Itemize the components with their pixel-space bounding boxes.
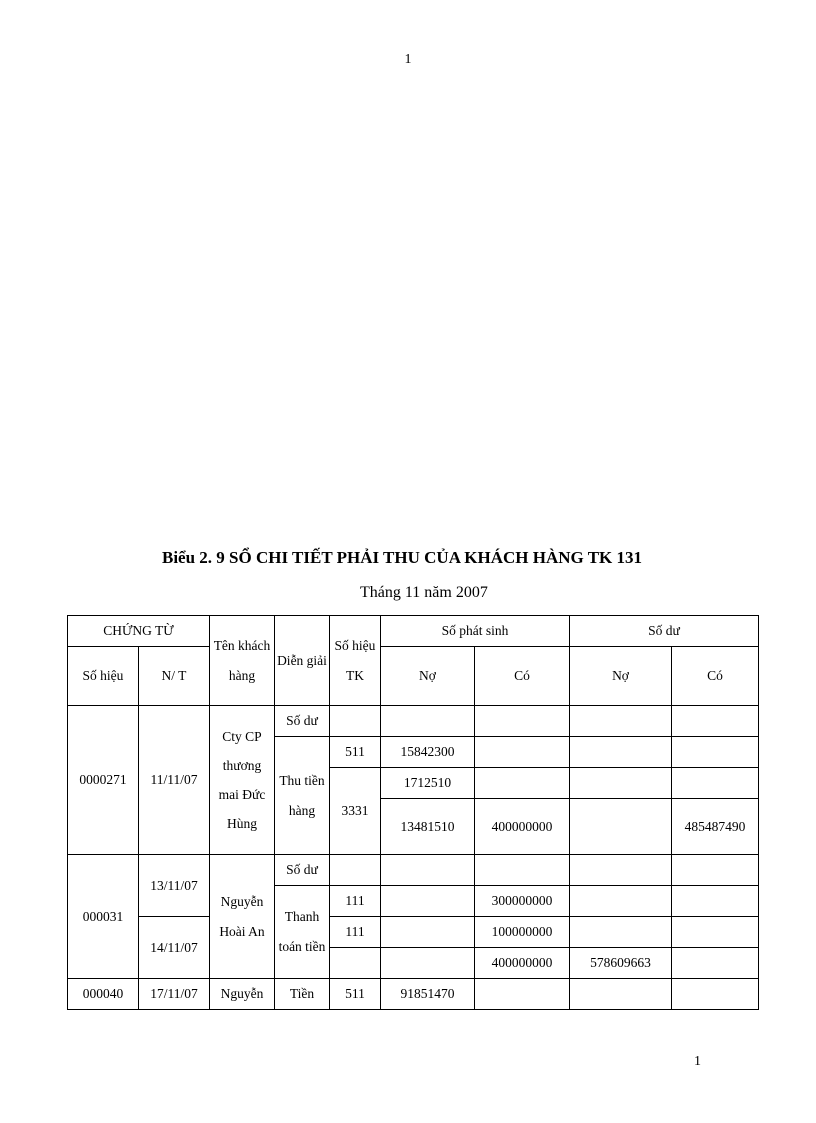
- table-row: [68, 917, 759, 948]
- g1-ps-co-total: 400000000: [475, 799, 570, 855]
- cell-empty: [475, 855, 570, 886]
- g1-ps-co-empty: [475, 706, 570, 737]
- document-subtitle: Tháng 11 năm 2007: [360, 584, 488, 601]
- g1-so-hieu: 0000271: [68, 706, 139, 855]
- cell-empty: [570, 768, 672, 799]
- g1-khach-hang: Cty CP thương mai Đức Hùng: [210, 706, 275, 855]
- header-so-du: Số dư: [570, 616, 759, 647]
- header-so-phat-sinh: Số phát sinh: [381, 616, 570, 647]
- g1-ps-no-2: 1712510: [381, 768, 475, 799]
- document-title: [0, 548, 816, 568]
- cell-empty: [672, 737, 759, 768]
- g2-so-du-label: Số dư: [275, 855, 330, 886]
- header-ps-co: Có: [475, 647, 570, 706]
- table-row: [68, 706, 759, 737]
- g2-ps-co-1: 300000000: [475, 886, 570, 917]
- header-nt: N/ T: [139, 647, 210, 706]
- cell-empty: [570, 855, 672, 886]
- g1-ps-no-total: 13481510: [381, 799, 475, 855]
- page-number-bottom: 1: [694, 1054, 701, 1069]
- cell-empty: [570, 886, 672, 917]
- g1-dien-giai: Thu tiền hàng: [275, 737, 330, 855]
- cell-empty: [330, 948, 381, 979]
- header-ps-no: Nợ: [381, 647, 475, 706]
- cell-empty: [330, 855, 381, 886]
- g2-dien-giai: Thanh toán tiền: [275, 886, 330, 979]
- header-du-no: Nợ: [570, 647, 672, 706]
- cell-empty: [672, 886, 759, 917]
- cell-empty: [570, 979, 672, 1010]
- header-row-2: [68, 647, 759, 706]
- cell-empty: [672, 768, 759, 799]
- page-number-top: 1: [404, 52, 412, 67]
- header-so-hieu: Số hiệu: [68, 647, 139, 706]
- g3-dien-giai: Tiền: [275, 979, 330, 1010]
- cell-empty: [381, 917, 475, 948]
- g2-du-no: 578609663: [570, 948, 672, 979]
- header-dien-giai: Diễn giải: [275, 616, 330, 706]
- header-du-co: Có: [672, 647, 759, 706]
- g1-tk-3331: 3331: [330, 768, 381, 855]
- cell-empty: [381, 886, 475, 917]
- g1-du-no-empty: [570, 706, 672, 737]
- g2-nt-2: 14/11/07: [139, 917, 210, 979]
- g2-so-hieu: 000031: [68, 855, 139, 979]
- cell-empty: [570, 917, 672, 948]
- cell-empty: [381, 948, 475, 979]
- header-so-hieu-tk: Số hiệu TK: [330, 616, 381, 706]
- cell-empty: [381, 855, 475, 886]
- table-row: [68, 855, 759, 886]
- cell-empty: [672, 979, 759, 1010]
- table-row: [68, 979, 759, 1010]
- document-title-text: Biểu 2. 9 SỔ CHI TIẾT PHẢI THU CỦA KHÁCH HÀNG TK 131: [161, 548, 643, 567]
- ledger-table: [67, 615, 759, 1010]
- g1-ps-no-1: 15842300: [381, 737, 475, 768]
- cell-empty: [672, 917, 759, 948]
- g1-du-co-empty: [672, 706, 759, 737]
- g3-ps-no: 91851470: [381, 979, 475, 1010]
- g1-so-du-label: Số dư: [275, 706, 330, 737]
- g1-tk-511: 511: [330, 737, 381, 768]
- cell-empty: [570, 799, 672, 855]
- g3-tk: 511: [330, 979, 381, 1010]
- cell-empty: [672, 855, 759, 886]
- g1-tk-empty: [330, 706, 381, 737]
- g2-ps-co-2: 100000000: [475, 917, 570, 948]
- g1-du-co: 485487490: [672, 799, 759, 855]
- header-row-1: [68, 616, 759, 647]
- header-ten-khach-hang: Tên khách hàng: [210, 616, 275, 706]
- cell-empty: [475, 979, 570, 1010]
- cell-empty: [475, 737, 570, 768]
- g2-tk-1: 111: [330, 886, 381, 917]
- g3-khach-hang: Nguyễn: [210, 979, 275, 1010]
- g1-ps-no-empty: [381, 706, 475, 737]
- cell-empty: [475, 768, 570, 799]
- cell-empty: [672, 948, 759, 979]
- cell-empty: [570, 737, 672, 768]
- g2-ps-co-total: 400000000: [475, 948, 570, 979]
- header-chung-tu: CHỨNG TỪ: [68, 616, 210, 647]
- g3-so-hieu: 000040: [68, 979, 139, 1010]
- g3-nt: 17/11/07: [139, 979, 210, 1010]
- g2-nt-1: 13/11/07: [139, 855, 210, 917]
- g1-nt: 11/11/07: [139, 706, 210, 855]
- g2-khach-hang: Nguyễn Hoài An: [210, 855, 275, 979]
- g2-tk-2: 111: [330, 917, 381, 948]
